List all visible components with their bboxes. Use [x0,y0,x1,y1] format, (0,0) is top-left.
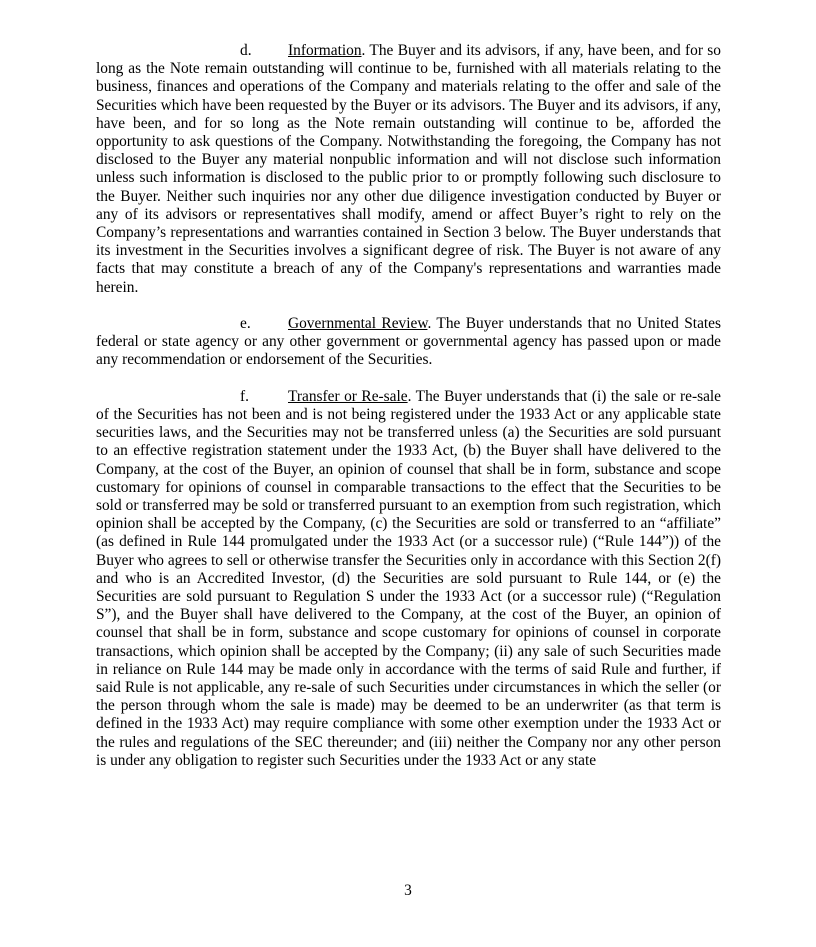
paragraph-text: . The Buyer understands that (i) the sale or re-sale of the Securities has not been and is not being registered under the 1933 Act or any applicable state securities laws, and the Securities may not be transferred unless (a) the Securities are sold pursuant to an effective registration statement under the 1933 Act, (b) the Buyer shall have delivered to the Company, at the cost of the Buyer, an opinion of counsel that shall be in form, substance and scope customary for opinions of counsel in comparable transactions to the effect that the Securities to be sold or transferred may be sold or transferred pursuant to an exemption from such registration, which opinion shall be accepted by the Company, (c) the Securities are sold or transferred to an “affiliate” (as defined in Rule 144 promulgated under the 1933 Act (or a successor rule) (“Rule 144”)) of the Buyer who agrees to sell or otherwise transfer the Securities only in accordance with this Section 2(f) and who is an Accredited Investor, (d) the Securities are sold pursuant to Rule 144, or (e) the Securities are sold pursuant to Regulation S under the 1933 Act (or a successor rule) (“Regulation S”), and the Buyer shall have delivered to the Company, at the cost of the Buyer, an opinion of counsel that shall be in form, substance and scope customary for opinions of counsel in corporate transactions, which opinion shall be accepted by the Company; (ii) any sale of such Securities made in reliance on Rule 144 may be made only in accordance with the terms of said Rule and further, if said Rule is not applicable, any re-sale of such Securities under circumstances in which the seller (or the person through whom the sale is made) may be deemed to be an underwriter (as that term is defined in the 1933 Act) may require compliance with some other exemption under the 1933 Act or the rules and regulations of the SEC thereunder; and (iii) neither the Company nor any other person is under any obligation to register such Securities under the 1933 Act or any state [96,387,722,769]
paragraph-marker: f. [240,387,249,405]
paragraph-heading: Transfer or Re-sale [288,387,408,405]
paragraph-information [96,42,721,297]
paragraph-text: . The Buyer and its advisors, if any, have been, and for so long as the Note remain outstanding will continue to be, furnished with all materials relating to the business, finances and operations of the Company and materials relating to the offer and sale of the Securities which have been requested by the Buyer or its advisors. The Buyer and its advisors, if any, have been, and for so long as the Note remain outstanding will continue to be, afforded the opportunity to ask questions of the Company. Notwithstanding the foregoing, the Company has not disclosed to the Buyer any material nonpublic information and will not disclose such information unless such information is disclosed to the public prior to or promptly following such disclosure to the Buyer. Neither such inquiries nor any other due diligence investigation conducted by Buyer or any of its advisors or representatives shall modify, amend or affect Buyer’s right to rely on the Company’s representations and warranties contained in Section 3 below. The Buyer understands that its investment in the Securities involves a significant degree of risk. The Buyer is not aware of any facts that may constitute a breach of any of the Company's representations and warranties made herein. [96,42,721,296]
paragraph-text: . The Buyer understands that no United States federal or state agency or any other government or governmental agency has passed upon or made any recommendation or endorsement of the Securities. [96,315,721,369]
paragraph-marker: d. [240,42,252,59]
paragraph-heading: Governmental Review [288,315,428,333]
page-number: 3 [404,882,412,899]
paragraph-heading: Information [288,42,362,59]
document-body [96,42,721,788]
paragraph-marker: e. [240,315,251,333]
paragraph-governmental-review [96,315,721,370]
paragraph-transfer-or-resale [96,388,721,770]
